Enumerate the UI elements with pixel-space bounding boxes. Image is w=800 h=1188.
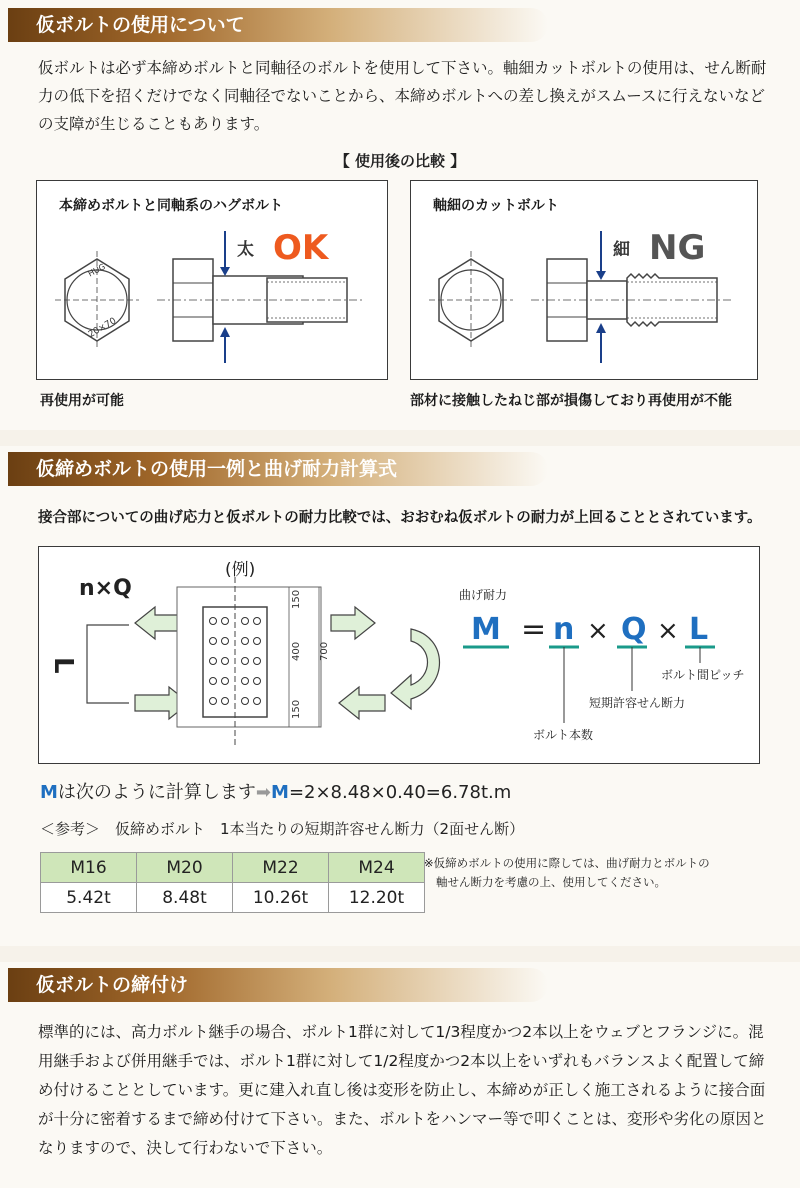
section-tightening bbox=[0, 962, 800, 1188]
shear-table-header: M22 bbox=[233, 853, 329, 883]
dim-150-top: 150 bbox=[291, 589, 302, 609]
shear-table-header: M20 bbox=[137, 853, 233, 883]
shear-table-value: 12.20t bbox=[329, 883, 425, 913]
section1-title: 仮ボルトの使用について bbox=[8, 8, 548, 42]
usage-note-line2: 軸せん断力を考慮の上、使用してください。 bbox=[436, 875, 666, 889]
hug-bolt-figure bbox=[37, 221, 387, 371]
arrow-down-icon bbox=[596, 271, 606, 280]
calc-line bbox=[40, 778, 511, 804]
usage-note bbox=[424, 854, 710, 892]
label-L: ボルト間ピッチ bbox=[661, 668, 745, 682]
reference-line: ＜参考＞ 仮締めボルト 1本当たりの短期許容せん断力（2面せん断） bbox=[40, 820, 525, 838]
label-Q: 短期許容せん断力 bbox=[589, 696, 686, 710]
formula-L: L bbox=[689, 612, 709, 647]
compare-title: 【 使用後の比較 】 bbox=[334, 152, 466, 170]
cut-bolt-figure bbox=[411, 221, 757, 371]
ok-verdict: OK bbox=[273, 228, 329, 268]
section3-title: 仮ボルトの締付け bbox=[8, 968, 548, 1002]
dim-700: 700 bbox=[319, 641, 330, 661]
formula-header: 曲げ耐力 bbox=[459, 588, 508, 602]
shear-table-value: 8.48t bbox=[137, 883, 233, 913]
section3-paragraph: 標準的には、高力ボルト継手の場合、ボルト1群に対して1/3程度かつ2本以上をウェブとフランジに。混用継手および併用継手では、ボルト1群に対して1/2程度かつ2本以上をいずれもバランスよく配置して締め付けることとしています。更に建入れ直し後は変形を防止し、本締めが正しく施工されるように接合面が十分に密着するまで締め付けて下さい。また、ボルトをハンマー等で叩くことは、変形や劣化の原因となりますので、決して行わないで下さい。 bbox=[38, 1023, 767, 1157]
calc-arrow-icon: ➡ bbox=[255, 782, 272, 803]
section-calc bbox=[0, 446, 800, 946]
thick-label: 太 bbox=[237, 240, 254, 260]
head-mark-top: HUG bbox=[86, 262, 107, 279]
head-mark-bottom: 20×70 bbox=[86, 316, 119, 341]
calc-M2: M bbox=[271, 782, 289, 803]
arrow-right-icon bbox=[331, 607, 375, 639]
section1-paragraph: 仮ボルトは必ず本締めボルトと同軸径のボルトを使用して下さい。軸細カットボルトの使用は、せん断耐力の低下を招くだけでなく同軸径でないことから、本締めボルトへの差し換えがスムースに行えないなどの支障が生じることもあります。 bbox=[38, 59, 767, 133]
formula-eq: = bbox=[521, 612, 547, 647]
thin-label: 細 bbox=[613, 240, 630, 260]
ng-note: 部材に接触したねじ部が損傷しており再使用が不能 bbox=[410, 393, 732, 409]
calc-expression: =2×8.48×0.40=6.78t.m bbox=[288, 782, 512, 803]
formula-M: M bbox=[471, 612, 501, 647]
calc-lead: は次のように計算します bbox=[57, 782, 256, 803]
shear-table-value: 10.26t bbox=[233, 883, 329, 913]
section2-title: 仮締めボルトの使用一例と曲げ耐力計算式 bbox=[8, 452, 548, 486]
shear-table-value-row bbox=[41, 883, 425, 913]
arrow-up-icon bbox=[596, 323, 606, 333]
usage-note-line1: ※仮締めボルトの使用に際しては、曲げ耐力とボルトの bbox=[424, 856, 710, 870]
nq-label: n×Q bbox=[79, 576, 132, 601]
calc-M: M bbox=[40, 782, 58, 803]
ok-panel bbox=[36, 180, 388, 380]
ok-note: 再使用が可能 bbox=[40, 393, 124, 409]
section2-paragraph: 接合部についての曲げ応力と仮ボルトの耐力比較では、おおむね仮ボルトの耐力が上回ることとされています。 bbox=[38, 510, 762, 526]
dim-400: 400 bbox=[291, 641, 302, 661]
section-bolt-usage bbox=[0, 0, 800, 430]
ng-panel-caption: 軸細のカットボルト bbox=[433, 198, 559, 214]
ok-panel-caption: 本締めボルトと同軸系のハグボルト bbox=[59, 198, 283, 214]
arrow-up-icon bbox=[220, 327, 230, 337]
example-label: (例) bbox=[225, 560, 256, 580]
l-label: L bbox=[48, 657, 78, 674]
shear-table bbox=[40, 852, 425, 913]
formula-n: n bbox=[553, 612, 575, 647]
arrow-left-icon bbox=[339, 687, 385, 719]
splice-diagram bbox=[39, 547, 759, 763]
example-diagram-box bbox=[38, 546, 760, 764]
shear-table-header-row bbox=[41, 853, 425, 883]
rotation-arrow-icon bbox=[391, 629, 440, 709]
shear-table-header: M24 bbox=[329, 853, 425, 883]
shear-table-value: 5.42t bbox=[41, 883, 137, 913]
ng-verdict: NG bbox=[649, 228, 706, 268]
dim-150-bottom: 150 bbox=[291, 699, 302, 719]
formula-times1: × bbox=[587, 616, 609, 646]
ng-panel bbox=[410, 180, 758, 380]
formula-times2: × bbox=[657, 616, 679, 646]
shear-table-header: M16 bbox=[41, 853, 137, 883]
formula-Q: Q bbox=[621, 612, 647, 647]
arrow-down-icon bbox=[220, 267, 230, 276]
label-n: ボルト本数 bbox=[533, 728, 594, 742]
